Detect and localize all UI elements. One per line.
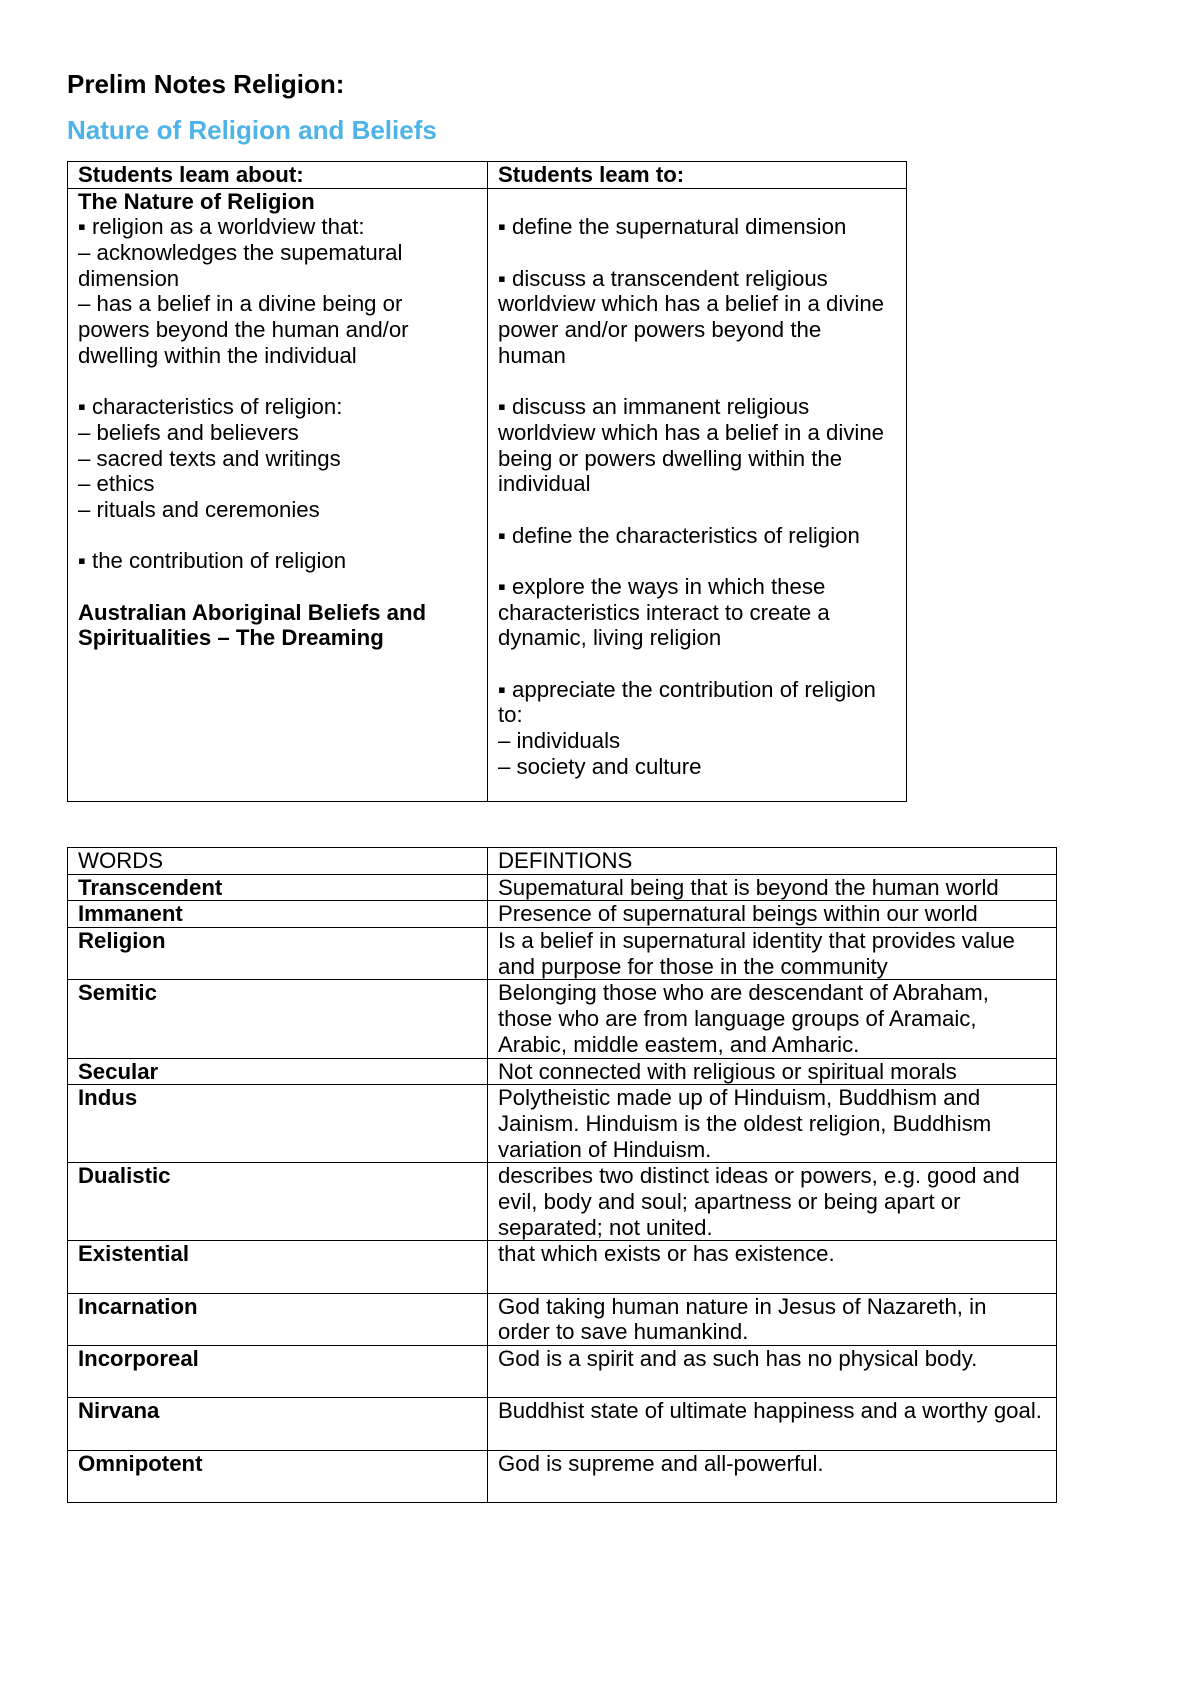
- term-cell: [68, 901, 488, 928]
- definition-line: Presence of supernatural beings within our world: [498, 901, 978, 927]
- learn-about-line: – beliefs and believers: [78, 419, 299, 445]
- syllabus-body-row: [68, 189, 907, 802]
- learn-about-line: – acknowledges the supematural: [78, 240, 403, 266]
- definition-cell: [488, 1241, 1057, 1293]
- learn-about-heading: The Nature of Religion: [78, 188, 315, 214]
- blank-line: [498, 1267, 1048, 1293]
- definition-line: evil, body and soul; apartness or being apart or: [498, 1188, 961, 1214]
- blank-line: [498, 548, 898, 574]
- learn-about-heading: Spiritualities – The Dreaming: [78, 625, 384, 651]
- blank-line: [78, 574, 479, 600]
- definition-cell: [488, 1163, 1057, 1241]
- learn-about-heading: Australian Aboriginal Beliefs and: [78, 599, 427, 625]
- term-cell: [68, 980, 488, 1058]
- definition-line: Arabic, middle eastem, and Amharic.: [498, 1031, 860, 1057]
- blank-line: [78, 523, 479, 549]
- glossary-row: [68, 980, 1057, 1058]
- blank-line: [78, 369, 479, 395]
- term: Semitic: [78, 980, 157, 1006]
- term-cell: [68, 1241, 488, 1293]
- definition-cell: [488, 1294, 1057, 1346]
- learn-to-line: human: [498, 342, 566, 368]
- learn-about-line: – rituals and ceremonies: [78, 496, 320, 522]
- definition-line: Polytheistic made up of Hinduism, Buddhism and: [498, 1085, 981, 1111]
- glossary-row: [68, 928, 1057, 980]
- term-cell: [68, 928, 488, 980]
- learn-to-line: to:: [498, 702, 523, 728]
- definition-line: Buddhist state of ultimate happiness and a worthy goal.: [498, 1398, 1042, 1424]
- definition-line: separated; not united.: [498, 1214, 713, 1240]
- glossary-row: [68, 875, 1057, 902]
- glossary-row: [68, 1294, 1057, 1346]
- learn-about-header: Students leam about:: [78, 162, 304, 187]
- term-cell: [68, 1451, 488, 1503]
- term-cell: [68, 1398, 488, 1450]
- learn-about-line: – has a belief in a divine being or: [78, 291, 403, 317]
- term: Omnipotent: [78, 1450, 203, 1476]
- definition-cell: [488, 928, 1057, 980]
- blank-line: [498, 1477, 1048, 1503]
- learn-about-line: ▪ religion as a worldview that:: [78, 214, 365, 240]
- learn-to-line: ▪ explore the ways in which these: [498, 574, 826, 599]
- blank-line: [498, 651, 898, 677]
- term: Dualistic: [78, 1163, 171, 1189]
- term: Incarnation: [78, 1293, 198, 1319]
- learn-to-header-cell: [488, 162, 907, 189]
- learn-about-line: ▪ the contribution of religion: [78, 548, 347, 574]
- learn-to-line: ▪ define the supernatural dimension: [498, 214, 847, 240]
- learn-to-line: ▪ discuss a transcendent religious: [498, 265, 828, 291]
- blank-line: [498, 240, 898, 266]
- definition-line: Jainism. Hinduism is the oldest religion, Buddhism: [498, 1110, 992, 1136]
- definition-line: that which exists or has existence.: [498, 1241, 835, 1267]
- learn-about-line: dimension: [78, 265, 180, 291]
- definition-line: God taking human nature in Jesus of Nazareth, in: [498, 1293, 987, 1319]
- learn-to-line: being or powers dwelling within the: [498, 445, 843, 471]
- term: Secular: [78, 1058, 159, 1084]
- learn-to-line: ▪ discuss an immanent religious: [498, 394, 810, 420]
- term-cell: [68, 1346, 488, 1398]
- learn-to-cell: [488, 189, 907, 802]
- blank-line: [498, 497, 898, 523]
- definition-line: Not connected with religious or spiritual morals: [498, 1058, 957, 1084]
- term-cell: [68, 1294, 488, 1346]
- term: Nirvana: [78, 1398, 160, 1424]
- definition-line: Supematural being that is beyond the human world: [498, 874, 999, 900]
- definition-cell: [488, 980, 1057, 1058]
- learn-about-line: – ethics: [78, 471, 155, 497]
- definition-line: order to save humankind.: [498, 1319, 749, 1345]
- blank-line: [498, 369, 898, 395]
- word-header: WORDS: [78, 848, 164, 873]
- definition-line: describes two distinct ideas or powers, e.g. good and: [498, 1163, 1020, 1189]
- definition-line: those who are from language groups of Aramaic,: [498, 1006, 977, 1032]
- term-cell: [68, 1059, 488, 1086]
- learn-to-line: worldview which has a belief in a divine: [498, 419, 885, 445]
- term: Religion: [78, 928, 166, 954]
- learn-about-line: ▪ characteristics of religion:: [78, 394, 343, 420]
- learn-to-line: power and/or powers beyond the: [498, 317, 822, 343]
- glossary-header-row: [68, 848, 1057, 875]
- definition-header: DEFINTIONS: [498, 848, 633, 873]
- learn-to-line: dynamic, living religion: [498, 625, 722, 651]
- blank-line: [498, 1372, 1048, 1398]
- definition-line: variation of Hinduism.: [498, 1136, 712, 1162]
- learn-about-line: powers beyond the human and/or: [78, 317, 409, 343]
- definition-cell: [488, 901, 1057, 928]
- definition-cell: [488, 1059, 1057, 1086]
- learn-about-line: – sacred texts and writings: [78, 445, 341, 471]
- glossary-row: [68, 1398, 1057, 1450]
- syllabus-header-row: [68, 162, 907, 189]
- learn-about-cell: [68, 189, 488, 802]
- definition-cell: [488, 1451, 1057, 1503]
- glossary-row: [68, 1085, 1057, 1163]
- definition-line: God is supreme and all-powerful.: [498, 1450, 824, 1476]
- term: Existential: [78, 1241, 189, 1267]
- term: Indus: [78, 1085, 138, 1111]
- learn-to-line: – individuals: [498, 728, 621, 754]
- term: Incorporeal: [78, 1346, 199, 1372]
- glossary-row: [68, 1451, 1057, 1503]
- learn-to-line: – society and culture: [498, 753, 702, 779]
- glossary-row: [68, 1163, 1057, 1241]
- definition-line: Is a belief in supernatural identity that provides value: [498, 928, 1015, 954]
- syllabus-table: [67, 161, 907, 802]
- definition-cell: [488, 875, 1057, 902]
- section-heading: Nature of Religion and Beliefs: [67, 115, 437, 145]
- learn-about-header-cell: [68, 162, 488, 189]
- term-cell: [68, 1085, 488, 1163]
- glossary-row: [68, 901, 1057, 928]
- learn-to-line: characteristics interact to create a: [498, 599, 830, 625]
- glossary-row: [68, 1059, 1057, 1086]
- term: Transcendent: [78, 874, 223, 900]
- definition-line: and purpose for those in the community: [498, 953, 888, 979]
- definition-line: God is a spirit and as such has no physical body.: [498, 1346, 978, 1372]
- learn-to-header: Students leam to:: [498, 162, 685, 187]
- learn-to-line: worldview which has a belief in a divine: [498, 291, 885, 317]
- learn-to-line: ▪ define the characteristics of religion: [498, 522, 860, 548]
- definition-header-cell: [488, 848, 1057, 875]
- definition-cell: [488, 1398, 1057, 1450]
- learn-to-line: individual: [498, 471, 591, 497]
- glossary-row: [68, 1346, 1057, 1398]
- blank-line: [498, 189, 898, 215]
- definition-line: Belonging those who are descendant of Abraham,: [498, 980, 989, 1006]
- term: Immanent: [78, 901, 183, 927]
- definition-cell: [488, 1346, 1057, 1398]
- term-cell: [68, 1163, 488, 1241]
- glossary-row: [68, 1241, 1057, 1293]
- learn-to-line: ▪ appreciate the contribution of religion: [498, 676, 876, 702]
- definition-cell: [488, 1085, 1057, 1163]
- term-cell: [68, 875, 488, 902]
- word-header-cell: [68, 848, 488, 875]
- blank-line: [498, 1424, 1048, 1450]
- learn-about-line: dwelling within the individual: [78, 342, 357, 368]
- glossary-table: [67, 847, 1057, 1503]
- page-title: Prelim Notes Religion:: [67, 69, 345, 99]
